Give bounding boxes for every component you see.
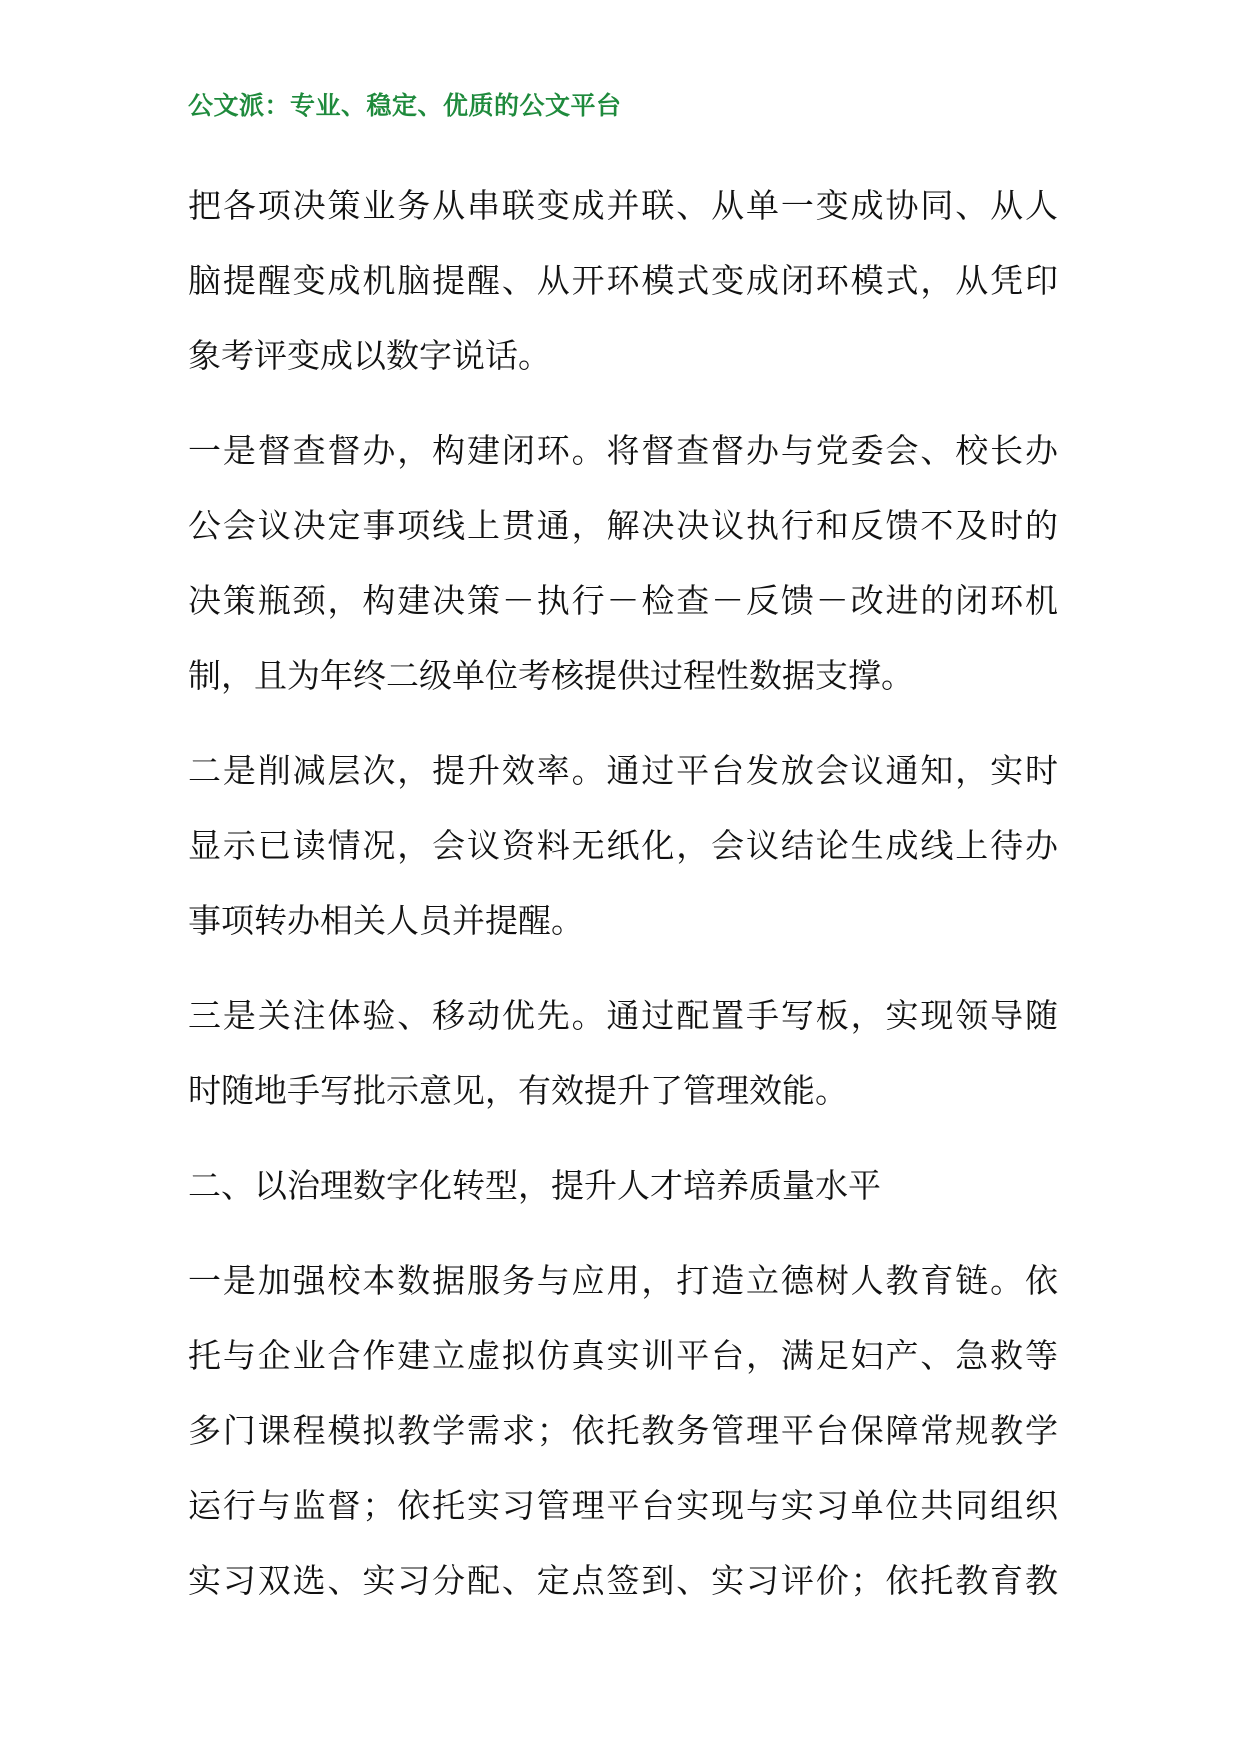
text-line: 决策瓶颈，构建决策－执行－检查－反馈－改进的闭环机 (188, 581, 1058, 620)
text-line: 公会议决定事项线上贯通，解决决议执行和反馈不及时的 (188, 506, 1058, 545)
text-line: 制，且为年终二级单位考核提供过程性数据支撑。 (188, 656, 914, 695)
text-line: 事项转办相关人员并提醒。 (188, 901, 584, 940)
text-line: 多门课程模拟教学需求；依托教务管理平台保障常规教学 (188, 1411, 1058, 1450)
text-line: 托与企业合作建立虚拟仿真实训平台，满足妇产、急救等 (188, 1336, 1058, 1375)
section-heading (188, 1148, 1058, 1223)
paragraph (188, 413, 1058, 713)
text-line: 运行与监督；依托实习管理平台实现与实习单位共同组织 (188, 1486, 1058, 1525)
text-line: 二、以治理数字化转型，提升人才培养质量水平 (188, 1166, 881, 1205)
document-body (188, 168, 1058, 1638)
text-line: 一是督查督办，构建闭环。将督查督办与党委会、校长办 (188, 431, 1058, 470)
text-line: 时随地手写批示意见，有效提升了管理效能。 (188, 1071, 848, 1110)
text-line: 二是削减层次，提升效率。通过平台发放会议通知，实时 (188, 751, 1058, 790)
text-line: 一是加强校本数据服务与应用，打造立德树人教育链。依 (188, 1261, 1058, 1300)
paragraph (188, 168, 1058, 393)
text-line: 三是关注体验、移动优先。通过配置手写板，实现领导随 (188, 996, 1058, 1035)
text-line: 把各项决策业务从串联变成并联、从单一变成协同、从人 (188, 186, 1058, 225)
page-header: 公文派：专业、稳定、优质的公文平台 (188, 91, 622, 120)
text-line: 脑提醒变成机脑提醒、从开环模式变成闭环模式，从凭印 (188, 261, 1058, 300)
paragraph (188, 1243, 1058, 1618)
text-line: 显示已读情况，会议资料无纸化，会议结论生成线上待办 (188, 826, 1058, 865)
text-line: 实习双选、实习分配、定点签到、实习评价；依托教育教 (188, 1561, 1058, 1600)
text-line: 象考评变成以数字说话。 (188, 336, 551, 375)
paragraph (188, 978, 1058, 1128)
paragraph (188, 733, 1058, 958)
